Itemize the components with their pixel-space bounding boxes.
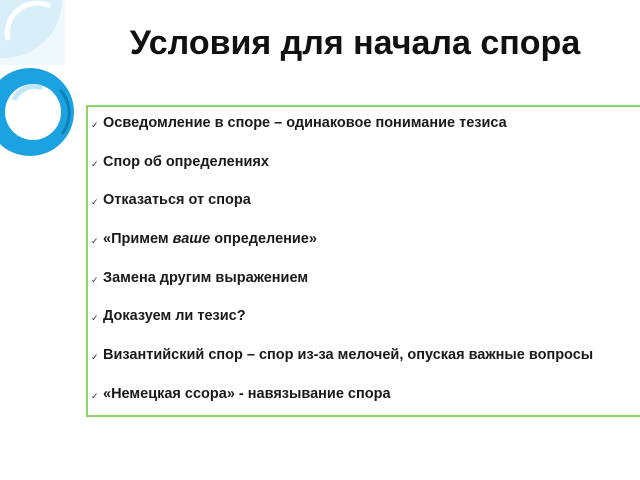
list-item-text: Отказаться от спора <box>103 192 251 209</box>
list-item-text: «Немецкая ссора» - навязывание спора <box>103 385 391 402</box>
list-item-text: Замена другим выражением <box>103 269 309 286</box>
checkmark-icon: ✓ <box>91 313 99 324</box>
text-segment: «Примем <box>103 231 173 248</box>
list-item <box>88 266 640 305</box>
list-item <box>88 227 640 266</box>
list-item-text: Спор об определениях <box>103 153 269 170</box>
list-item-text: Доказуем ли тезис? <box>103 308 246 325</box>
list-item-text: Византийский спор – спор из-за мелочей, опуская важные вопросы <box>103 347 594 364</box>
list-item-text <box>103 230 317 248</box>
list-item <box>88 111 640 150</box>
list-item <box>88 382 640 417</box>
list-item <box>88 150 640 189</box>
content-frame <box>86 105 640 417</box>
checkmark-icon: ✓ <box>91 197 99 208</box>
checkmark-icon: ✓ <box>91 352 99 363</box>
list-item <box>88 188 640 227</box>
list-item <box>88 304 640 343</box>
checkmark-icon: ✓ <box>91 274 99 285</box>
condition-list <box>88 111 640 417</box>
text-segment: определение» <box>210 231 317 248</box>
list-item-text: Осведомление в споре – одинаковое понимание тезиса <box>103 115 507 131</box>
list-item <box>88 343 640 382</box>
checkmark-icon: ✓ <box>91 236 99 247</box>
checkmark-icon: ✓ <box>91 390 99 401</box>
emphasized-word: ваше <box>172 231 211 248</box>
decorative-circles <box>0 0 90 170</box>
slide-title: Условия для начала спора <box>129 24 581 62</box>
checkmark-icon: ✓ <box>91 158 99 169</box>
checkmark-icon: ✓ <box>91 120 99 130</box>
